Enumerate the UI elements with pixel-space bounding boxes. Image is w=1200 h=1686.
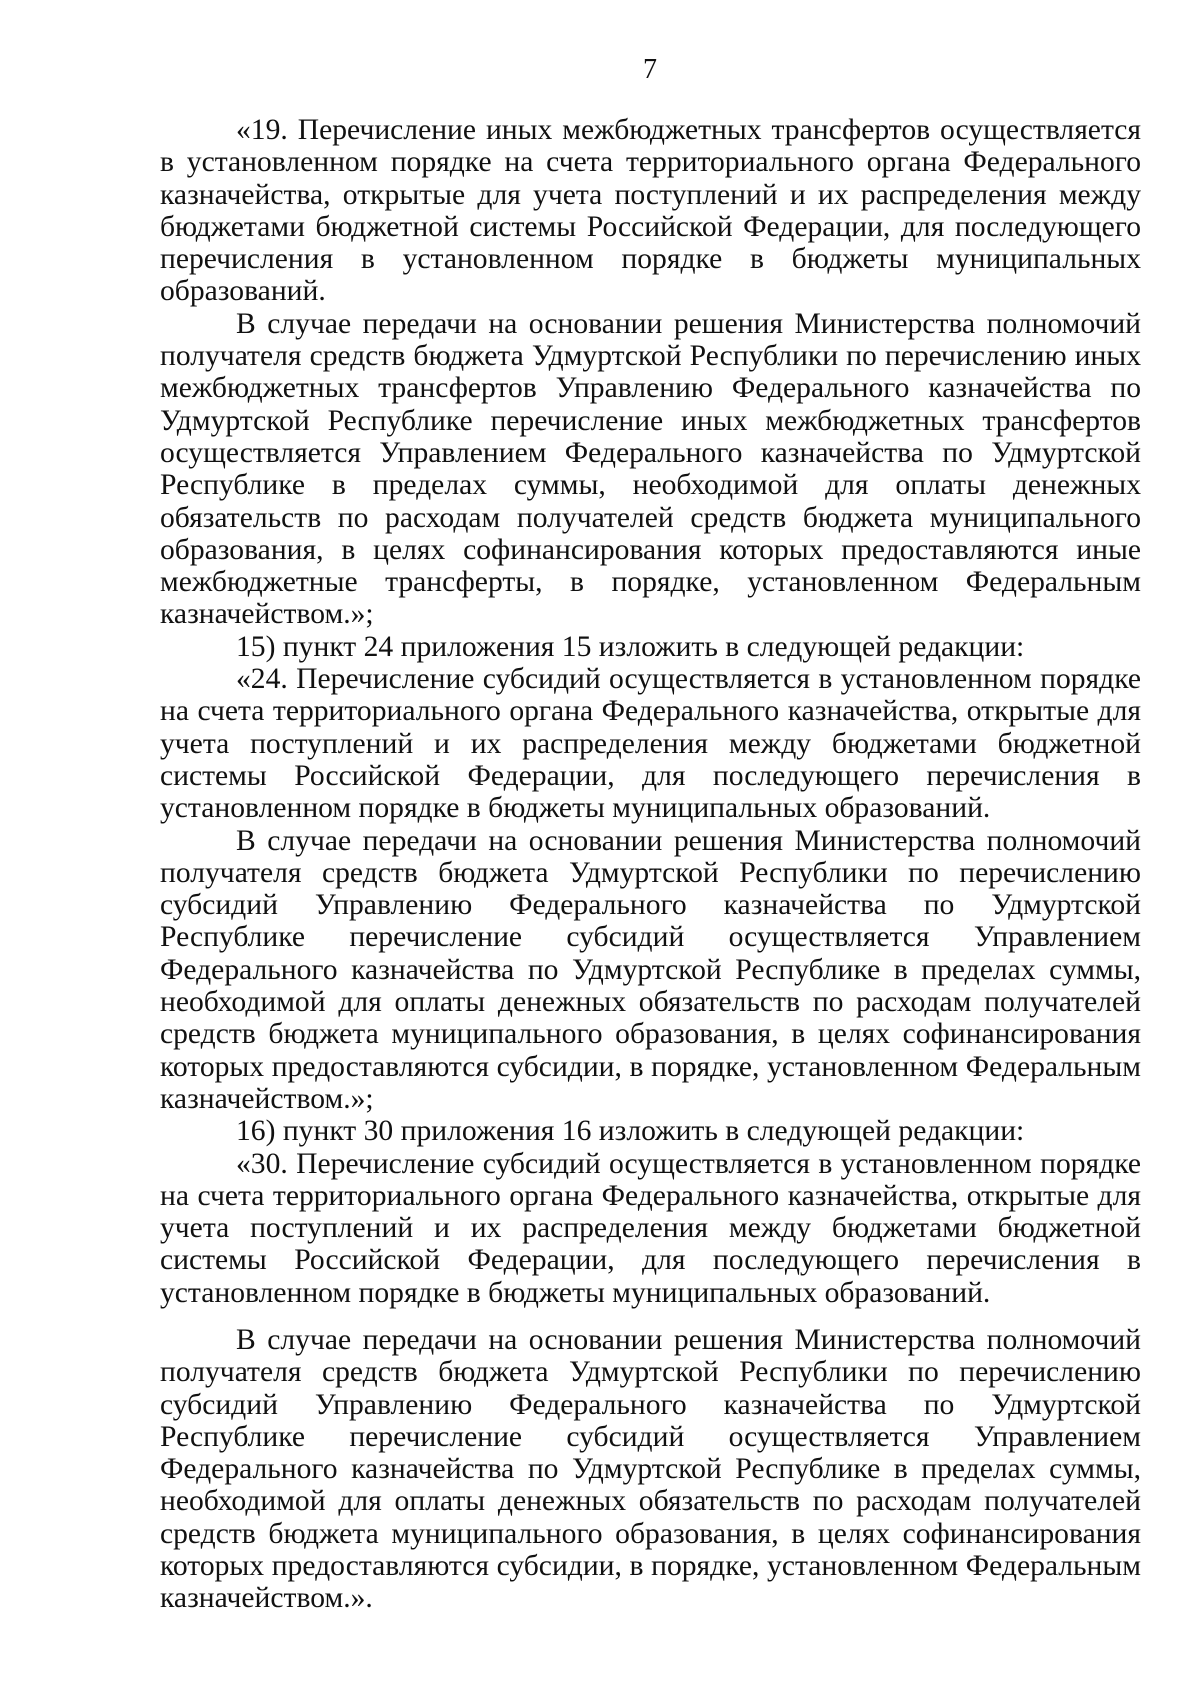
paragraph-24-transfer: «24. Перечисление субсидий осуществляется в установленном порядке на счета территориального органа Федерального казначейства, открытые для учета поступлений и их распределения между бюджетами бюджетной системы Российской Федерации, для последующего перечисления в установленном порядке в бюджеты муниципальных образований. [160,663,1141,825]
paragraph-24-delegation: В случае передачи на основании решения Министерства полномочий получателя средств бюджета Удмуртской Республики по перечислению субсидий Управлению Федерального казначейства по Удмуртской Республике перечисление субсидий осуществляется Управлением Федерального казначейства по Удмуртской Республике в пределах суммы, необходимой для оплаты денежных обязательств по расходам получателей средств бюджета муниципального образования, в целях софинансирования которых предоставляются субсидии, в порядке, установленном Федеральным казначейством.»; [160,824,1141,1115]
paragraph-30-transfer: «30. Перечисление субсидий осуществляется в установленном порядке на счета территориального органа Федерального казначейства, открытые для учета поступлений и их распределения между бюджетами бюджетной системы Российской Федерации, для последующего перечисления в установленном порядке в бюджеты муниципальных образований. [160,1147,1141,1309]
paragraph-30-delegation: В случае передачи на основании решения Министерства полномочий получателя средств бюджета Удмуртской Республики по перечислению субсидий Управлению Федерального казначейства по Удмуртской Республике перечисление субсидий осуществляется Управлением Федерального казначейства по Удмуртской Республике в пределах суммы, необходимой для оплаты денежных обязательств по расходам получателей средств бюджета муниципального образования, в целях софинансирования которых предоставляются субсидии, в порядке, установленном Федеральным казначейством.». [160,1323,1141,1615]
paragraph-19-delegation: В случае передачи на основании решения Министерства полномочий получателя средств бюджета Удмуртской Республики по перечислению иных межбюджетных трансфертов Управлению Федерального казначейства по Удмуртской Республике перечисление иных межбюджетных трансфертов осуществляется Управлением Федерального казначейства по Удмуртской Республике в пределах суммы, необходимой для оплаты денежных обязательств по расходам получателей средств бюджета муниципального образования, в целях софинансирования которых предоставляются иные межбюджетные трансферты, в порядке, установленном Федеральным казначейством.»; [160,307,1141,631]
amendment-item-15: 15) пункт 24 приложения 15 изложить в следующей редакции: [236,630,1025,663]
document-body [160,114,1141,1615]
paragraph-19-transfer: «19. Перечисление иных межбюджетных трансфертов осуществляется в установленном порядке на счета территориального органа Федерального казначейства, открытые для учета поступлений и их распределения между бюджетами бюджетной системы Российской Федерации, для последующего перечисления в установленном порядке в бюджеты муниципальных образований. [160,114,1141,308]
amendment-item-16: 16) пункт 30 приложения 16 изложить в следующей редакции: [236,1115,1025,1148]
page-number: 7 [643,54,657,85]
